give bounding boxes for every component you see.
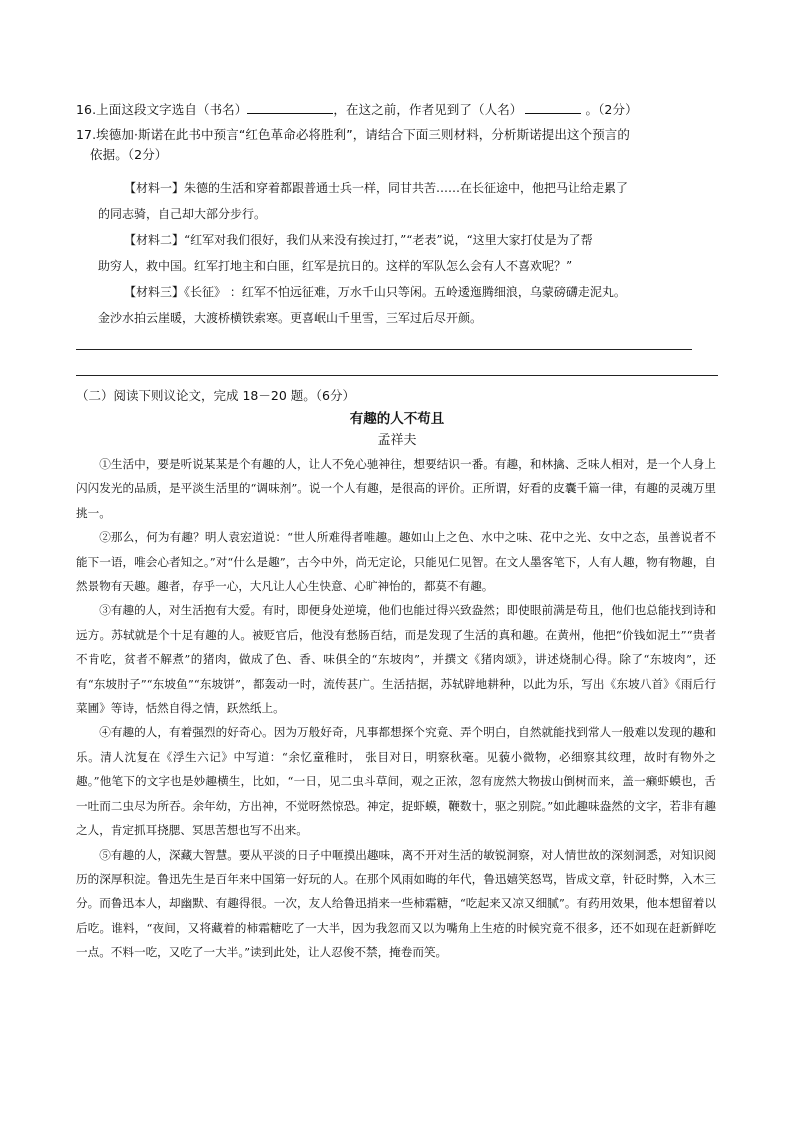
material-1-line-2: 的同志骑，自己却大部分步行。 [98, 207, 267, 221]
article-author: 孟祥夫 [377, 433, 417, 448]
answer-line[interactable] [76, 349, 692, 350]
question-16-text-1: 16.上面这段文字选自（书名） [76, 102, 248, 117]
material-2-line-1: 【材料二】“红军对我们很好，我们从来没有挨过打，”“老表”说，“这里大家打仗是为了帮 [124, 233, 593, 247]
question-17 [76, 125, 630, 165]
material-2-line-2: 助穷人，救中国。红军打地主和白匪，红军是抗日的。这样的军队怎么会有人不喜欢呢？” [98, 259, 573, 273]
article-body [76, 452, 716, 965]
question-17-line-1: 17.埃德加·斯诺在此书中预言“红色革命必将胜利”，请结合下面三则材料，分析斯诺提出这个预言的 [76, 127, 631, 142]
section-divider [76, 375, 718, 376]
person-name-blank[interactable] [525, 99, 581, 114]
material-3-line-1: 【材料三】《长征》 ：红军不怕远征难，万水千山只等闲。五岭逶迤腾细浪，乌蒙磅礴走泥丸。 [124, 285, 626, 299]
article-title: 有趣的人不苟且 [349, 411, 445, 427]
article-paragraph-1: ①生活中，要是听说某某是个有趣的人，让人不免心驰神往，想要结识一番。有趣，和林擒、乏味人相对，是一个人身上闪闪发光的品质，是平淡生活里的“调味剂”。说一个人有趣，是很高的评价。正所谓，好看的皮囊千篇一律，有趣的灵魂万里挑一。 [76, 457, 716, 520]
question-16 [76, 99, 638, 120]
question-16-text-3: 。（2分） [581, 102, 638, 117]
material-1-line-1: 【材料一】朱德的生活和穿着都跟普通士兵一样，同甘共苦……在长征途中，他把马让给走累了 [124, 181, 629, 195]
article-paragraph-4: ④有趣的人，有着强烈的好奇心。因为万般好奇，凡事都想探个究竟、弄个明白，自然就能找到常人一般难以发现的趣和乐。清人沈复在《浮生六记》中写道：“余忆童稚时， 张目对日，明察秋毫。见藐小微物，必细察其纹理，故时有物外之趣。”他笔下的文字也是妙趣横生，比如，“一日，见二虫斗草间，观之正浓，忽有庞然大物拔山倒树而来，盖一癞虾蟆也，舌一吐而二虫尽为所吞。余年幼，方出神，不觉呀然惊恐。神定，捉虾蟆，鞭数十，驱之别院。”如此趣味盎然的文字，若非有趣之人，肯定抓耳挠腮、冥思苦想也写不出来。 [76, 725, 716, 838]
question-16-text-2: ，在这之前，作者见到了（人名） [333, 102, 523, 117]
article-paragraph-3: ③有趣的人，对生活抱有大爱。有时，即便身处逆境，他们也能过得兴致盎然；即使眼前满是苟且，他们也总能找到诗和远方。苏轼就是个十足有趣的人。被贬官后，他没有愁肠百结，而是发现了生活的真和趣。在黄州，他把“价钱如泥土”“贵者不肯吃，贫者不解煮”的猪肉，做成了色、香、味俱全的“东坡肉”，并撰文《猪肉颂》，讲述烧制心得。除了“东坡肉”，还有“东坡肘子”“东坡鱼”“东坡饼”，都轰动一时，流传甚广。生活拮据，苏轼辟地耕种，以此为乐，写出《东坡八首》《雨后行菜圃》等诗，恬然自得之情，跃然纸上。 [76, 603, 716, 716]
material-3-line-2: 金沙水拍云崖暖，大渡桥横铁索寒。更喜岷山千里雪，三军过后尽开颜。 [98, 311, 483, 325]
section-heading: （二）阅读下则议论文，完成 18－20 题。（6分） [76, 388, 355, 403]
question-17-line-2: 依据。（2分） [90, 147, 168, 162]
book-name-blank[interactable] [247, 99, 333, 114]
article-paragraph-5: ⑤有趣的人，深藏大智慧。要从平淡的日子中咂摸出趣味，离不开对生活的敏锐洞察，对人情世故的深刻洞悉，对知识阅历的深厚积淀。鲁迅先生是百年来中国第一好玩的人。在那个风雨如晦的年代，鲁迅嬉笑怒骂，皆成文章，针砭时弊，入木三分。而鲁迅本人，却幽默、有趣得很。一次，友人给鲁迅捎来一些柿霜糖，“吃起来又凉又细腻”。有药用效果，他本想留着以后吃。谁料，“夜间，又将藏着的柿霜糖吃了一大半，因为我忽而又以为嘴角上生疮的时候究竟不很多，还不如现在赶新鲜吃一点。不料一吃，又吃了一大半。”读到此处，让人忍俊不禁，掩卷而笑。 [76, 847, 716, 960]
materials-block [98, 175, 718, 331]
article-paragraph-2: ②那么，何为有趣？明人袁宏道说：“世人所难得者唯趣。趣如山上之色、水中之味、花中之光、女中之态，虽善说者不能下一语，唯会心者知之。”对“什么是趣”，古今中外，尚无定论，只能见仁见智。在文人墨客笔下，人有人趣，物有物趣，自然景物有天趣。趣者，存乎一心，大凡让人心生快意、心旷神怡的，都莫不有趣。 [76, 530, 716, 594]
